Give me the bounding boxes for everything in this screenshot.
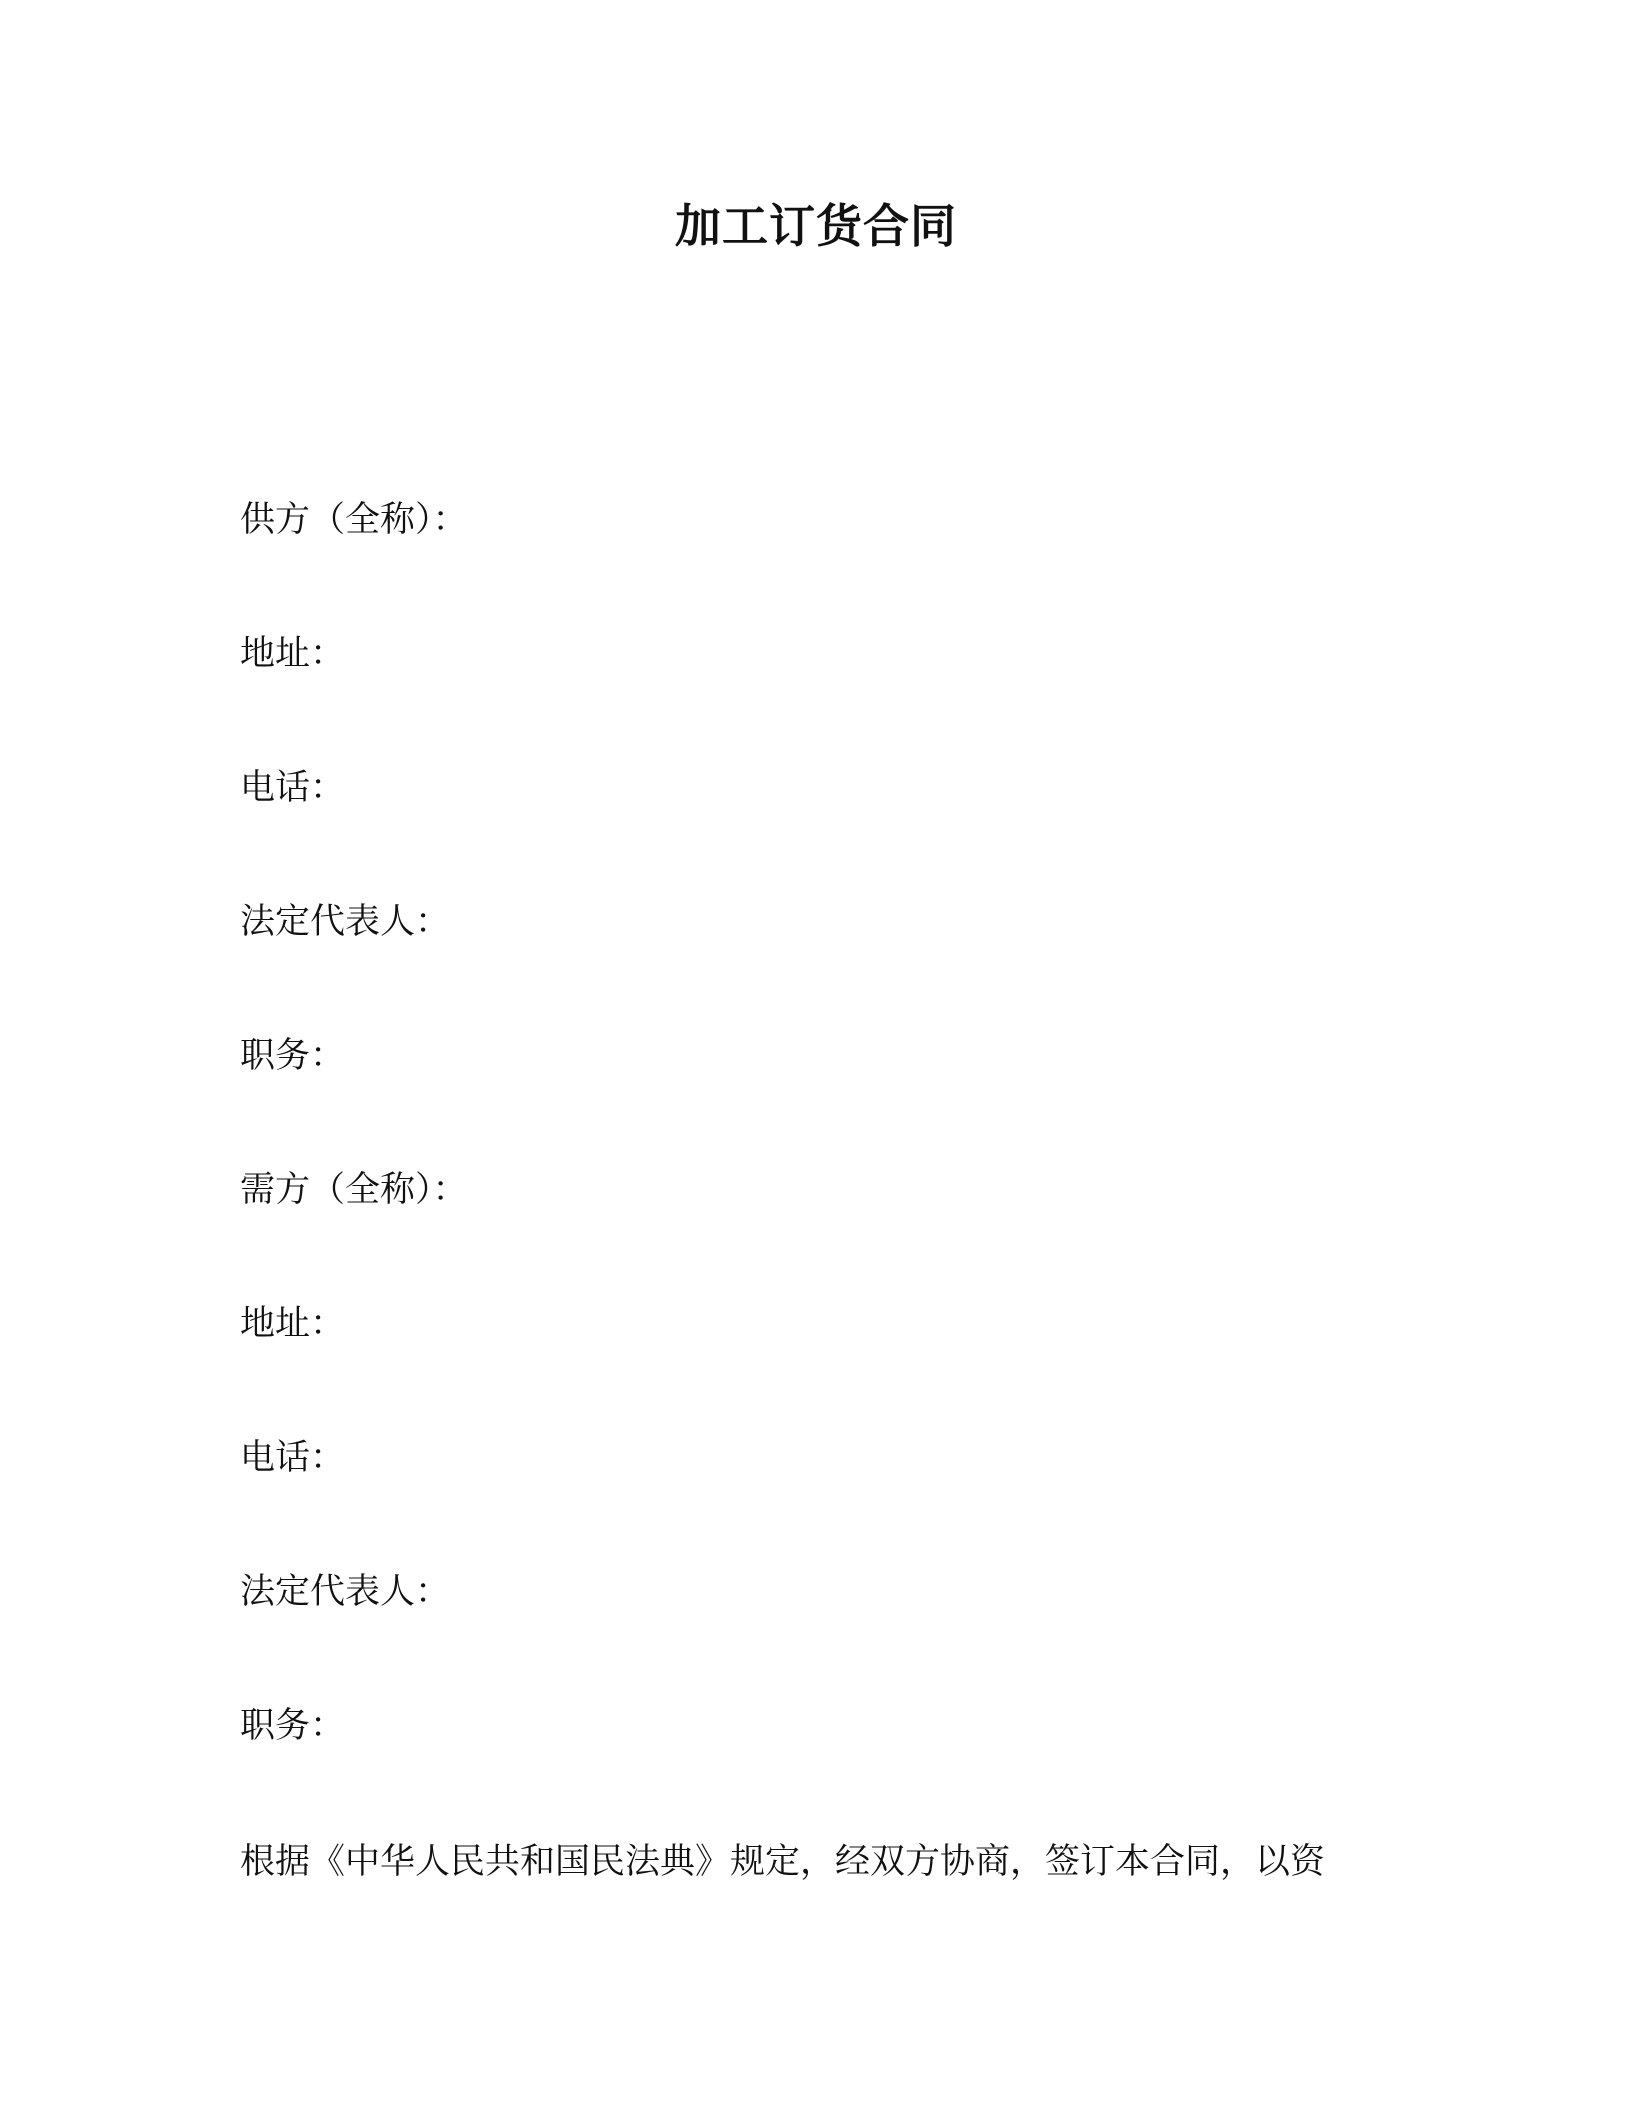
supplier-phone-label: 电话： bbox=[240, 768, 346, 808]
buyer-name-label: 需方（全称）： bbox=[240, 1170, 468, 1210]
buyer-legal-rep-label: 法定代表人： bbox=[240, 1572, 451, 1612]
supplier-address-label: 地址： bbox=[240, 634, 346, 674]
buyer-phone-label: 电话： bbox=[240, 1438, 346, 1478]
contract-intro-paragraph: 根据《中华人民共和国民法典》规定，经双方协商，签订本合同，以资 bbox=[240, 1842, 1326, 1882]
document-title: 加工订货合同 bbox=[675, 199, 957, 253]
buyer-address-label: 地址： bbox=[240, 1304, 346, 1344]
supplier-position-label: 职务： bbox=[240, 1036, 346, 1076]
buyer-position-label: 职务： bbox=[240, 1706, 346, 1746]
supplier-name-label: 供方（全称）： bbox=[240, 500, 468, 540]
party-info-list bbox=[240, 491, 1440, 1831]
supplier-legal-rep-label: 法定代表人： bbox=[240, 902, 451, 942]
